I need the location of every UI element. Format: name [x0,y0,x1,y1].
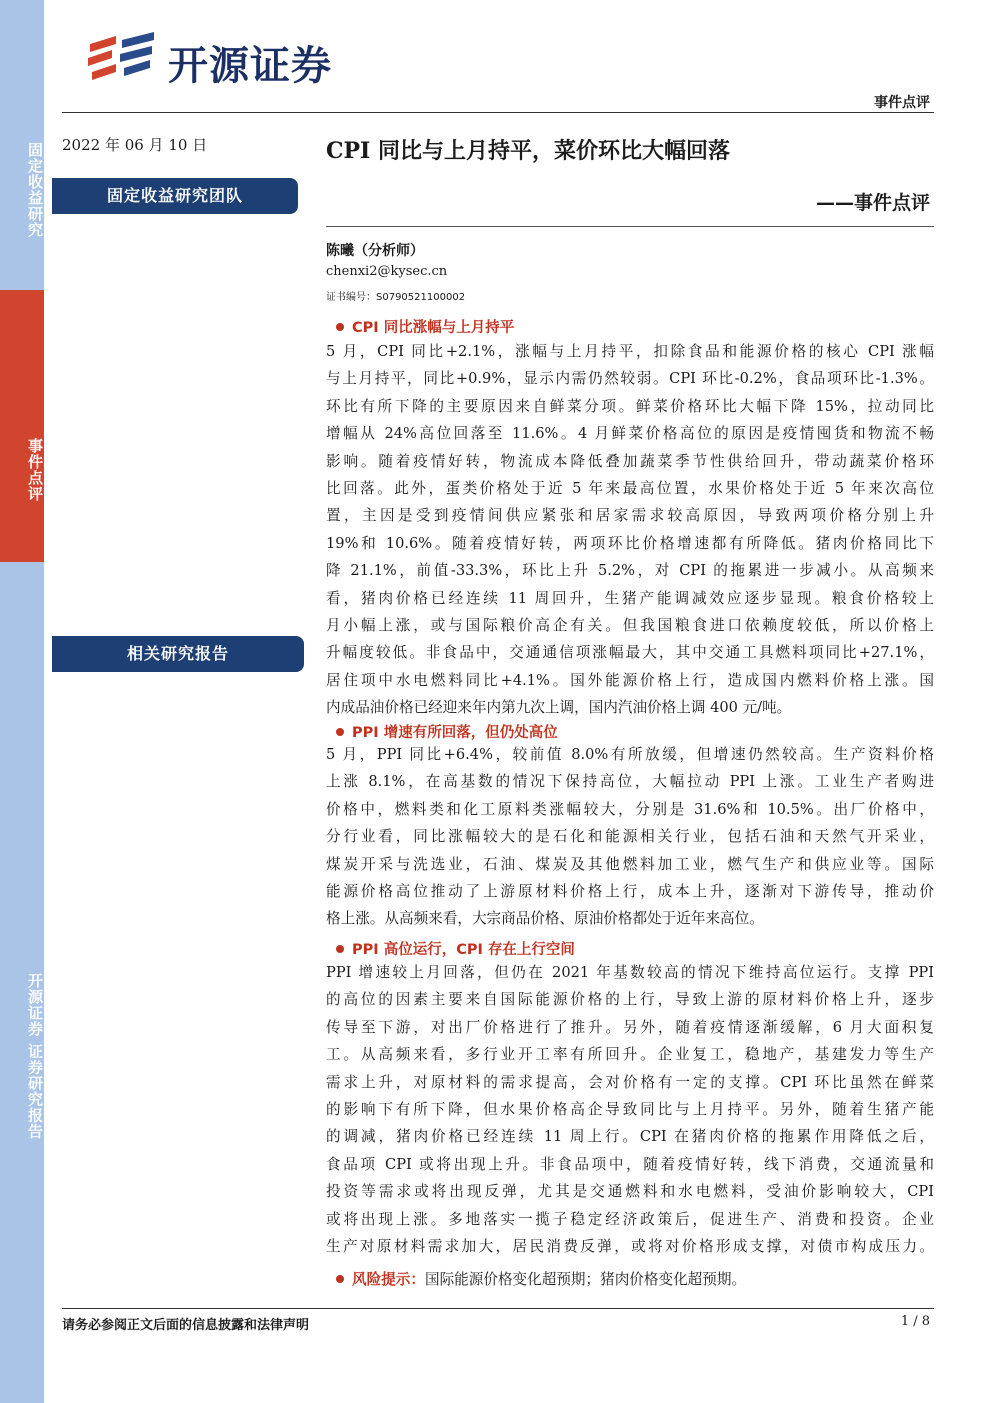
report-subtitle: ——事件点评 [815,192,930,214]
section-heading-outlook: PPI 高位运行，CPI 存在上行空间 [336,938,575,959]
bullet-icon [336,1275,344,1283]
text-line: 的影响下有所下降，但水果价格高企导致同比与上月持平。另外，随着生猪产能 [326,1101,934,1119]
text-line: PPI 增速较上月回落，但仍在 2021 年基数较高的情况下维持高位运行。支撑 PPI [326,964,934,981]
text-line: 的高位的因素主要来自国际能源价格的上行，导致上游的原材料价格上升，逐步 [326,991,934,1009]
text-line: 格上涨。从高频来看，大宗商品价格、原油价格都处于近年来高位。 [326,910,764,928]
brand-logo-icon [86,30,158,86]
text-line: 居住项中水电燃料同比+4.1%。国外能源价格上行，造成国内燃料价格上涨。国 [326,671,934,689]
text-line: 升幅度较低。非食品中，交通通信项涨幅最大，其中交通工具燃料项同比+27.1%， [326,644,934,662]
text-line: 煤炭开采与洗选业，石油、煤炭及其他燃料加工业，燃气生产和供应业等。国际 [326,855,934,873]
text-line: 增幅从 24%高位回落至 11.6%。4 月鲜菜价格高位的原因是疫情囤货和物流不畅 [326,425,934,443]
risk-warning [336,1268,746,1289]
risk-text: 国际能源价格变化超预期；猪肉价格变化超预期。 [424,1271,747,1288]
side-label-bottom: 开源证券 证券研究报告 [0,562,44,1403]
bullet-icon [336,728,344,736]
text-line: 工。从高频来看，多行业开工率有所回升。企业复工，稳地产，基建发力等生产 [326,1046,934,1064]
text-line: 环比有所下降的主要原因来自鲜菜分项。鲜菜价格环比大幅下降 15%，拉动同比 [326,397,934,415]
analyst-name: 陈曦（分析师） [326,243,424,259]
text-line: 上涨 8.1%，在高基数的情况下保持高位，大幅拉动 PPI 上涨。工业生产者购进 [326,773,934,791]
footer-disclaimer: 请务必参阅正文后面的信息披露和法律声明 [62,1318,310,1333]
text-line: 影响。随着疫情好转，物流成本降低叠加蔬菜季节性供给回升，带动蔬菜价格环 [326,452,934,470]
section-body-ppi [326,741,934,933]
header-rule [62,112,934,113]
text-line: 与上月持平，同比+0.9%，显示内需仍然较弱。CPI 环比-0.2%，食品项环比-1.3%。 [326,370,934,388]
page-number: 1 / 8 [900,1314,930,1329]
text-line: 看，猪肉价格已经连续 11 周回升，生猪产能调减效应逐步显现。粮食价格较上 [326,589,934,607]
text-line: 价格中，燃料类和化工原料类涨幅较大，分别是 31.6%和 10.5%。出厂价格中， [326,800,934,818]
text-line: 比回落。此外，蛋类价格处于近 5 年来最高位置，水果价格处于近 5 年来次高位 [326,480,934,498]
footer-rule [62,1308,934,1309]
bullet-icon [336,945,344,953]
title-rule [326,226,934,227]
text-line: 传导至下游，对出厂价格进行了推升。另外，随着疫情逐渐缓解，6 月大面积复 [326,1018,934,1036]
section-body-outlook [326,959,934,1260]
section-heading-cpi: CPI 同比涨幅与上月持平 [336,316,514,337]
section-heading-ppi: PPI 增速有所回落，但仍处高位 [336,721,558,742]
text-line: 的调减，猪肉价格已经连续 11 周上行。CPI 在猪肉价格的拖累作用降低之后， [326,1128,934,1146]
text-line: 降 21.1%，前值-33.3%，环比上升 5.2%，对 CPI 的拖累进一步减小。从高频来 [326,562,934,580]
analyst-email[interactable]: chenxi2@kysec.cn [326,264,448,279]
text-line: 或将出现上涨。多地落实一揽子稳定经济政策后，促进生产、消费和投资。企业 [326,1210,934,1228]
text-line: 内成品油价格已经迎来年内第九次上调，国内汽油价格上调 400 元/吨。 [326,699,792,717]
brand-name: 开源证券 [168,43,332,89]
related-reports-label: 相关研究报告 [52,636,304,672]
bullet-icon [336,323,344,331]
text-line: 19%和 10.6%。随着疫情好转，两项环比价格增速都有所降低。猪肉价格同比下 [326,534,934,552]
text-line: 置，主因是受到疫情间供应紧张和居家需求较高原因，导致两项价格分别上升 [326,507,934,525]
side-label-middle: 事件点评 [0,290,44,562]
text-line: 需求上升，对原材料的需求提高，会对价格有一定的支撑。CPI 环比虽然在鲜菜 [326,1073,934,1091]
header-tag: 事件点评 [874,95,930,111]
analyst-cert: 证书编号：S0790521100002 [326,292,466,303]
text-line: 能源价格高位推动了上游原材料价格上行，成本上升，逐渐对下游传导，推动价 [326,883,934,901]
text-line: 5 月，CPI 同比+2.1%，涨幅与上月持平，扣除食品和能源价格的核心 CPI 涨幅 [326,343,934,360]
team-label: 固定收益研究团队 [52,178,298,214]
report-title: CPI 同比与上月持平，菜价环比大幅回落 [326,138,731,164]
report-date: 2022 年 06 月 10 日 [62,136,208,154]
text-line: 投资等需求或将出现反弹，尤其是交通燃料和水电燃料，受油价影响较大，CPI [326,1183,934,1201]
text-line: 食品项 CPI 或将出现上升。非食品项中，随着疫情好转，线下消费，交通流量和 [326,1155,934,1173]
text-line: 月小幅上涨，或与国际粮价高企有关。但我国粮食进口依赖度较低，所以价格上 [326,617,934,635]
side-label-top: 固定收益研究 [0,0,44,290]
text-line: 5 月，PPI 同比+6.4%，较前值 8.0%有所放缓，但增速仍然较高。生产资料价格 [326,746,934,763]
risk-label: 风险提示： [352,1271,425,1288]
section-body-cpi [326,338,934,722]
text-line: 生产对原材料需求加大，居民消费反弹，或将对价格形成支撑，对债市构成压力。 [326,1238,934,1256]
text-line: 分行业看，同比涨幅较大的是石化和能源相关行业，包括石油和天然气开采业， [326,828,934,846]
brand-logo [86,30,376,88]
